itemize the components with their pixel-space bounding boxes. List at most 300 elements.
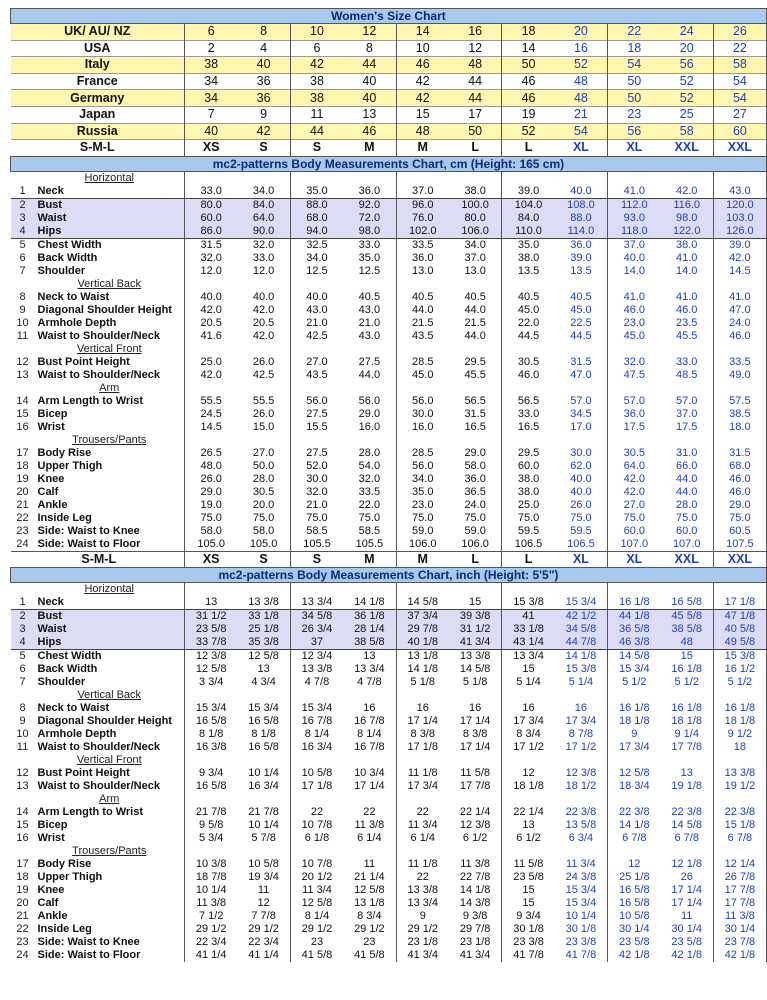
- inch-chart-number: 23: [16, 936, 29, 949]
- inch-chart-value: 15 3/4: [565, 884, 597, 897]
- inch-chart-value: 12 5/8: [248, 650, 279, 663]
- size-chart-value: 12: [449, 40, 502, 57]
- cm-chart-value: 40.5: [396, 291, 449, 304]
- cm-chart-value: 44.0: [464, 330, 486, 343]
- inch-chart-value: 17 7/8: [459, 780, 491, 793]
- cm-chart-value: 49.0: [713, 369, 766, 382]
- cm-chart-value: L: [449, 551, 502, 567]
- inch-chart-value: 17 3/4: [608, 741, 661, 754]
- size-chart-row: [11, 24, 767, 41]
- size-chart-label: UK/ AU/ NZ: [11, 24, 185, 41]
- cm-chart-label: Inside Leg: [37, 512, 92, 525]
- empty-cell: [185, 845, 238, 858]
- cm-chart-value: 105.5: [355, 538, 384, 551]
- empty-cell: [555, 754, 608, 767]
- measurement-table: [10, 8, 767, 962]
- cm-chart-value: 13.5: [570, 265, 592, 278]
- inch-chart-value: 13: [185, 596, 238, 610]
- cm-chart-value: 25.0: [502, 499, 555, 512]
- inch-chart-value: 23 3/8: [565, 936, 597, 949]
- cm-chart-value: 12.0: [185, 265, 238, 278]
- cm-chart-number: 13: [16, 369, 29, 382]
- inch-chart-row: [11, 871, 767, 884]
- inch-chart-value: 5 1/4: [502, 676, 555, 689]
- inch-chart-value: 30 1/8: [565, 923, 597, 936]
- empty-cell: [396, 382, 449, 395]
- inch-chart-value: 25 1/8: [608, 871, 661, 884]
- cm-chart-label: Bust: [35, 198, 185, 212]
- cm-chart-value: 31.5: [185, 238, 238, 252]
- cm-chart-title-row: [11, 156, 767, 171]
- inch-chart-value: 9 3/4: [185, 767, 238, 780]
- cm-chart-value: 33.0: [358, 239, 381, 252]
- cm-chart-value: 34.5: [570, 408, 592, 421]
- cm-chart-row: [11, 551, 767, 567]
- empty-cell: [713, 689, 766, 702]
- inch-chart-label: Inside Leg: [37, 923, 92, 936]
- inch-chart-value: 17 1/4: [354, 780, 385, 793]
- inch-chart-value: 10 7/8: [290, 819, 343, 832]
- cm-chart-value: 58.0: [464, 460, 486, 473]
- empty-cell: [343, 689, 396, 702]
- inch-chart-value: 29 1/2: [354, 923, 385, 936]
- inch-chart-value: 47 1/8: [713, 609, 766, 623]
- inch-chart-number: 11: [16, 741, 29, 754]
- size-chart-row: [11, 123, 767, 140]
- size-chart-value: 27: [713, 106, 766, 123]
- cm-chart-value: 31.5: [570, 356, 592, 369]
- inch-chart-row: [11, 767, 767, 780]
- inch-chart-value: 5 1/2: [674, 676, 699, 689]
- inch-chart-value: 41 3/4: [459, 949, 491, 962]
- cm-chart-row: [11, 395, 767, 408]
- cm-chart-row: [11, 252, 767, 265]
- inch-chart-value: 11 3/4: [566, 858, 596, 871]
- size-chart-value: 52: [661, 90, 714, 107]
- cm-chart-label: Waist to Shoulder/Neck: [37, 330, 160, 343]
- cm-chart-value: 30.5: [502, 356, 555, 369]
- empty-cell: [343, 278, 396, 291]
- cm-chart-number: 12: [16, 356, 29, 369]
- cm-chart-value: 57.0: [676, 395, 698, 408]
- cm-chart-label: Calf: [37, 486, 59, 499]
- cm-chart-value: 29.0: [358, 408, 381, 421]
- size-chart-value: XS: [185, 140, 238, 157]
- size-chart-value: 20: [555, 24, 608, 41]
- cm-chart-value: 106.5: [567, 538, 595, 551]
- cm-chart-value: 37.0: [464, 252, 486, 265]
- cm-chart-value: 94.0: [290, 225, 343, 239]
- cm-chart-label: Shoulder: [37, 265, 86, 278]
- cm-chart-value: 75.0: [252, 512, 275, 525]
- spacer-cell: [11, 343, 35, 356]
- cm-chart-value: 84.0: [502, 212, 555, 225]
- inch-chart-value: 18 1/8: [502, 780, 555, 793]
- inch-chart-value: 29 1/2: [185, 923, 238, 936]
- inch-chart-number: 12: [16, 767, 29, 780]
- inch-chart-value: 17 3/4: [396, 780, 449, 793]
- cm-chart-value: 33.0: [676, 356, 698, 369]
- inch-chart-value: 12 5/8: [290, 897, 343, 910]
- inch-chart-value: 12 3/8: [185, 649, 238, 663]
- inch-chart-value: 13 1/8: [354, 897, 385, 910]
- inch-chart-row: [11, 609, 767, 623]
- inch-chart-value: 10 3/8: [185, 858, 238, 871]
- cm-chart-value: 19.0: [185, 499, 238, 512]
- inch-chart-label: Wrist: [37, 832, 65, 845]
- size-chart-value: 4: [237, 40, 290, 57]
- spacer-cell: [11, 754, 35, 767]
- inch-chart-value: 17 1/8: [396, 741, 449, 754]
- inch-chart-row: [11, 663, 767, 676]
- inch-chart-value: 15 3/8: [713, 649, 766, 663]
- empty-cell: [608, 754, 661, 767]
- inch-chart-value: 14 1/8: [608, 819, 661, 832]
- inch-chart-value: 14 3/8: [459, 897, 491, 910]
- empty-cell: [713, 793, 766, 806]
- inch-chart-value: 15 3/4: [290, 702, 343, 715]
- inch-chart-value: 16 7/8: [290, 715, 343, 728]
- spacer-cell: [11, 793, 35, 806]
- cm-chart-value: 29.5: [502, 447, 555, 460]
- cm-chart-value: 57.0: [608, 395, 661, 408]
- inch-chart-value: 33 1/8: [237, 609, 290, 623]
- cm-chart-value: 96.0: [396, 198, 449, 212]
- inch-chart-value: 16 5/8: [608, 884, 661, 897]
- cm-chart-value: 30.5: [252, 486, 275, 499]
- cm-chart-number: 17: [16, 447, 29, 460]
- cm-chart-value: 22.0: [502, 317, 555, 330]
- inch-chart-value: 11 5/8: [502, 858, 555, 871]
- cm-chart-value: 60.0: [676, 525, 698, 538]
- cm-chart-label: Neck to Waist: [37, 291, 110, 304]
- inch-chart-value: 22: [290, 806, 343, 819]
- inch-chart-value: 22 7/8: [459, 871, 491, 884]
- inch-chart-row: [11, 780, 767, 793]
- cm-chart-value: 56.0: [396, 395, 449, 408]
- inch-chart-value: 16 5/8: [185, 715, 238, 728]
- cm-chart-value: 32.0: [185, 252, 238, 265]
- cm-chart-value: 38.0: [676, 239, 698, 252]
- size-chart-value: 34: [185, 73, 238, 90]
- cm-chart-value: 41.0: [608, 185, 661, 199]
- inch-chart-value: 15 1/8: [713, 819, 766, 832]
- size-chart-value: 24: [661, 24, 714, 41]
- inch-chart-value: 17 7/8: [713, 884, 766, 897]
- empty-cell: [661, 434, 714, 447]
- empty-cell: [449, 754, 502, 767]
- inch-chart-value: 41 7/8: [565, 949, 597, 962]
- inch-chart-row: [11, 596, 767, 610]
- size-chart-value: 20: [661, 40, 714, 57]
- cm-chart-value: 106.0: [461, 538, 489, 551]
- inch-chart-value: 6 1/4: [396, 832, 449, 845]
- inch-chart-value: 17 1/4: [459, 741, 491, 754]
- inch-chart-number: 20: [16, 897, 29, 910]
- inch-chart-value: 10 3/4: [354, 767, 385, 780]
- cm-chart-value: 86.0: [185, 225, 238, 239]
- cm-chart-value: 75.0: [396, 512, 449, 525]
- inch-chart-value: 13: [680, 767, 693, 780]
- cm-chart-value: 34.0: [396, 473, 449, 486]
- inch-chart-value: 39 3/8: [449, 609, 502, 623]
- size-chart-value: 46: [502, 73, 555, 90]
- cm-chart-label: Wrist: [37, 421, 65, 434]
- cm-chart-value: 42.0: [185, 304, 238, 317]
- empty-cell: [449, 793, 502, 806]
- cm-chart-value: 47.0: [570, 369, 592, 382]
- cm-chart-value: 107.5: [713, 538, 766, 552]
- inch-chart-value: 28 1/4: [343, 623, 396, 636]
- empty-cell: [661, 689, 714, 702]
- inch-chart-number: 1: [19, 596, 26, 609]
- cm-chart-value: 46.0: [608, 304, 661, 317]
- inch-chart-value: 4 7/8: [290, 676, 343, 689]
- cm-chart-value: 102.0: [396, 225, 449, 239]
- spacer-cell: [11, 382, 35, 395]
- size-chart-value: 40: [185, 123, 238, 140]
- inch-chart-value: 10 5/8: [608, 910, 661, 923]
- cm-chart-value: 46.0: [676, 304, 698, 317]
- cm-chart-value: 14.0: [608, 265, 661, 278]
- inch-chart-number: 14: [16, 806, 29, 819]
- cm-chart-value: 39.0: [502, 185, 555, 199]
- size-chart-label: USA: [11, 40, 185, 57]
- inch-chart-value: 9 1/2: [713, 728, 766, 741]
- empty-cell: [608, 382, 661, 395]
- cm-chart-value: 28.5: [396, 447, 449, 460]
- cm-chart-value: XXL: [713, 551, 766, 567]
- cm-chart-value: 26.0: [252, 356, 275, 369]
- inch-chart-value: 22 1/4: [502, 806, 555, 819]
- inch-chart-value: 12 1/4: [713, 858, 766, 871]
- inch-chart-label: Neck: [37, 596, 64, 609]
- inch-chart-value: 12 3/8: [565, 767, 597, 780]
- cm-chart-number: 6: [19, 252, 26, 265]
- inch-chart-row: [11, 897, 767, 910]
- inch-chart-value: 5 7/8: [251, 832, 276, 845]
- cm-chart-label: Chest Width: [37, 239, 102, 252]
- inch-chart-section-heading: Horizontal: [84, 583, 135, 596]
- empty-cell: [290, 793, 343, 806]
- inch-chart-section-heading: Vertical Front: [76, 754, 142, 767]
- empty-cell: [608, 793, 661, 806]
- cm-chart-label: Bicep: [37, 408, 68, 421]
- size-chart-value: 44: [449, 90, 502, 107]
- cm-chart-value: 59.5: [502, 525, 555, 538]
- cm-chart-value: 58.0: [185, 525, 238, 538]
- cm-chart-value: 75.0: [502, 512, 555, 525]
- empty-cell: [185, 343, 238, 356]
- size-chart-label: France: [11, 73, 185, 90]
- cm-chart-value: 106.0: [396, 538, 449, 552]
- inch-chart-label: Upper Thigh: [37, 871, 103, 884]
- inch-chart-value: 14 1/8: [354, 596, 385, 609]
- inch-chart-value: 11: [363, 858, 376, 871]
- inch-chart-value: 23: [290, 936, 343, 949]
- cm-chart-value: 98.0: [661, 212, 714, 225]
- cm-chart-value: 17.5: [676, 421, 698, 434]
- cm-chart-value: 30.0: [396, 408, 449, 421]
- cm-chart-value: 43.0: [358, 330, 381, 343]
- empty-cell: [713, 434, 766, 447]
- cm-chart-row: [11, 356, 767, 369]
- inch-chart-value: 38 5/8: [343, 636, 396, 650]
- inch-chart-value: 21 7/8: [248, 806, 279, 819]
- empty-cell: [449, 343, 502, 356]
- cm-chart-row: [11, 291, 767, 304]
- empty-cell: [608, 845, 661, 858]
- inch-chart-value: 9 5/8: [185, 819, 238, 832]
- size-chart-value: XL: [555, 140, 608, 157]
- empty-cell: [290, 343, 343, 356]
- cm-chart-value: 38.0: [502, 473, 555, 486]
- cm-chart-value: 92.0: [343, 198, 396, 212]
- inch-chart-value: 23 5/8: [185, 623, 238, 636]
- empty-cell: [555, 171, 608, 185]
- inch-chart-value: 29 1/2: [396, 923, 449, 936]
- inch-chart-value: 16 1/8: [608, 702, 661, 715]
- size-chart-value: XXL: [661, 140, 714, 157]
- cm-chart-value: 75.0: [185, 512, 238, 525]
- inch-chart-value: 16: [469, 702, 482, 715]
- cm-chart-value: 40.5: [358, 291, 381, 304]
- inch-chart-number: 22: [16, 923, 29, 936]
- empty-cell: [343, 171, 396, 185]
- cm-chart-section-row: [11, 343, 767, 356]
- inch-chart-value: 19 1/2: [713, 780, 766, 793]
- cm-chart-value: 58.5: [290, 525, 343, 538]
- inch-chart-value: 22 3/8: [671, 806, 702, 819]
- cm-chart-value: 24.5: [185, 408, 238, 421]
- size-chart-value: 48: [555, 90, 608, 107]
- cm-chart-value: 13.5: [502, 265, 555, 278]
- inch-chart-number: 7: [19, 676, 26, 689]
- inch-chart-value: 16 5/8: [671, 596, 702, 609]
- cm-chart-value: 23.0: [396, 499, 449, 512]
- size-chart-value: 34: [185, 90, 238, 107]
- size-chart-value: 42: [290, 57, 343, 74]
- cm-chart-value: 41.0: [608, 291, 661, 304]
- size-chart-value: 42: [396, 90, 449, 107]
- cm-chart-value: 34.0: [252, 185, 275, 198]
- inch-chart-label: Hips: [35, 636, 185, 650]
- inch-chart-value: 6 1/8: [290, 832, 343, 845]
- cm-chart-section-row: [11, 382, 767, 395]
- cm-chart-value: 72.0: [343, 212, 396, 225]
- cm-chart-value: 44.5: [570, 330, 592, 343]
- cm-chart-number: 7: [19, 265, 26, 278]
- cm-chart-value: 30.0: [290, 473, 343, 486]
- inch-chart-label: Arm Length to Wrist: [37, 806, 144, 819]
- cm-chart-value: 27.0: [608, 499, 661, 512]
- cm-chart-number: 1: [19, 185, 26, 198]
- cm-chart-value: 114.0: [555, 225, 608, 239]
- empty-cell: [396, 689, 449, 702]
- inch-chart-value: 12: [608, 858, 661, 871]
- inch-chart-value: 6 7/8: [674, 832, 699, 845]
- inch-chart-value: 13 3/8: [248, 596, 279, 609]
- cm-chart-value: 40.0: [290, 291, 343, 304]
- inch-chart-value: 16: [502, 702, 555, 715]
- empty-cell: [555, 845, 608, 858]
- cm-chart-value: M: [396, 551, 449, 567]
- empty-cell: [185, 793, 238, 806]
- empty-cell: [396, 754, 449, 767]
- inch-chart-value: 12 5/8: [185, 663, 238, 676]
- inch-chart-value: 16 3/4: [290, 741, 343, 754]
- inch-chart-value: 6 7/8: [713, 832, 766, 845]
- cm-chart-value: 42.0: [252, 330, 275, 343]
- inch-chart-value: 23 5/8: [502, 871, 555, 884]
- cm-chart-value: 36.0: [570, 239, 592, 252]
- empty-cell: [713, 754, 766, 767]
- cm-chart-row: [11, 460, 767, 473]
- inch-chart-value: 30 1/4: [671, 923, 702, 936]
- size-chart-value: S: [237, 140, 290, 157]
- inch-chart-row: [11, 806, 767, 819]
- cm-chart-value: 37.0: [608, 238, 661, 252]
- inch-chart-value: 17 1/4: [671, 897, 702, 910]
- cm-chart-value: 26.5: [185, 447, 238, 460]
- inch-chart-row: [11, 923, 767, 936]
- empty-cell: [237, 434, 290, 447]
- inch-chart-value: 48: [661, 636, 714, 650]
- cm-chart-value: 14.5: [713, 265, 766, 278]
- empty-cell: [661, 754, 714, 767]
- inch-chart-value: 41 5/8: [354, 949, 385, 962]
- inch-chart-value: 16 1/8: [671, 702, 702, 715]
- empty-cell: [396, 434, 449, 447]
- inch-chart-value: 18 1/8: [608, 715, 661, 728]
- inch-chart-label: Side: Waist to Knee: [37, 936, 140, 949]
- cm-chart-value: 43.0: [358, 304, 381, 317]
- empty-cell: [661, 278, 714, 291]
- inch-chart-row: [11, 649, 767, 663]
- size-chart-value: 48: [396, 123, 449, 140]
- inch-chart-value: 4 3/4: [251, 676, 276, 689]
- empty-cell: [555, 343, 608, 356]
- cm-chart-value: 44.0: [676, 486, 698, 499]
- cm-chart-value: 62.0: [570, 460, 592, 473]
- empty-cell: [237, 278, 290, 291]
- cm-chart-value: 22.5: [570, 317, 592, 330]
- empty-cell: [449, 845, 502, 858]
- cm-chart-value: 80.0: [449, 212, 502, 225]
- empty-cell: [713, 171, 766, 185]
- cm-chart-row: [11, 225, 767, 239]
- cm-chart-value: 30.0: [570, 447, 592, 460]
- inch-chart-value: 17 1/8: [713, 596, 766, 610]
- inch-chart-value: 4 7/8: [357, 676, 382, 689]
- size-chart-value: 40: [343, 73, 396, 90]
- inch-chart-value: 17 3/4: [502, 715, 555, 728]
- inch-chart-value: 8 1/4: [357, 728, 382, 741]
- cm-chart-value: 20.0: [252, 499, 275, 512]
- cm-chart-value: 42.0: [713, 252, 766, 265]
- cm-chart-number: 14: [16, 395, 29, 408]
- inch-chart-value: 13 3/4: [396, 897, 449, 910]
- cm-chart-value: 41.0: [713, 291, 766, 304]
- cm-chart-value: 64.0: [237, 212, 290, 225]
- cm-chart-value: 55.5: [252, 395, 275, 408]
- size-chart-value: 48: [555, 73, 608, 90]
- inch-chart-value: 33 7/8: [185, 636, 238, 650]
- cm-chart-number: 9: [19, 304, 26, 317]
- inch-chart-value: 16: [363, 702, 376, 715]
- size-chart-value: 38: [185, 57, 238, 74]
- inch-chart-value: 9: [608, 728, 661, 741]
